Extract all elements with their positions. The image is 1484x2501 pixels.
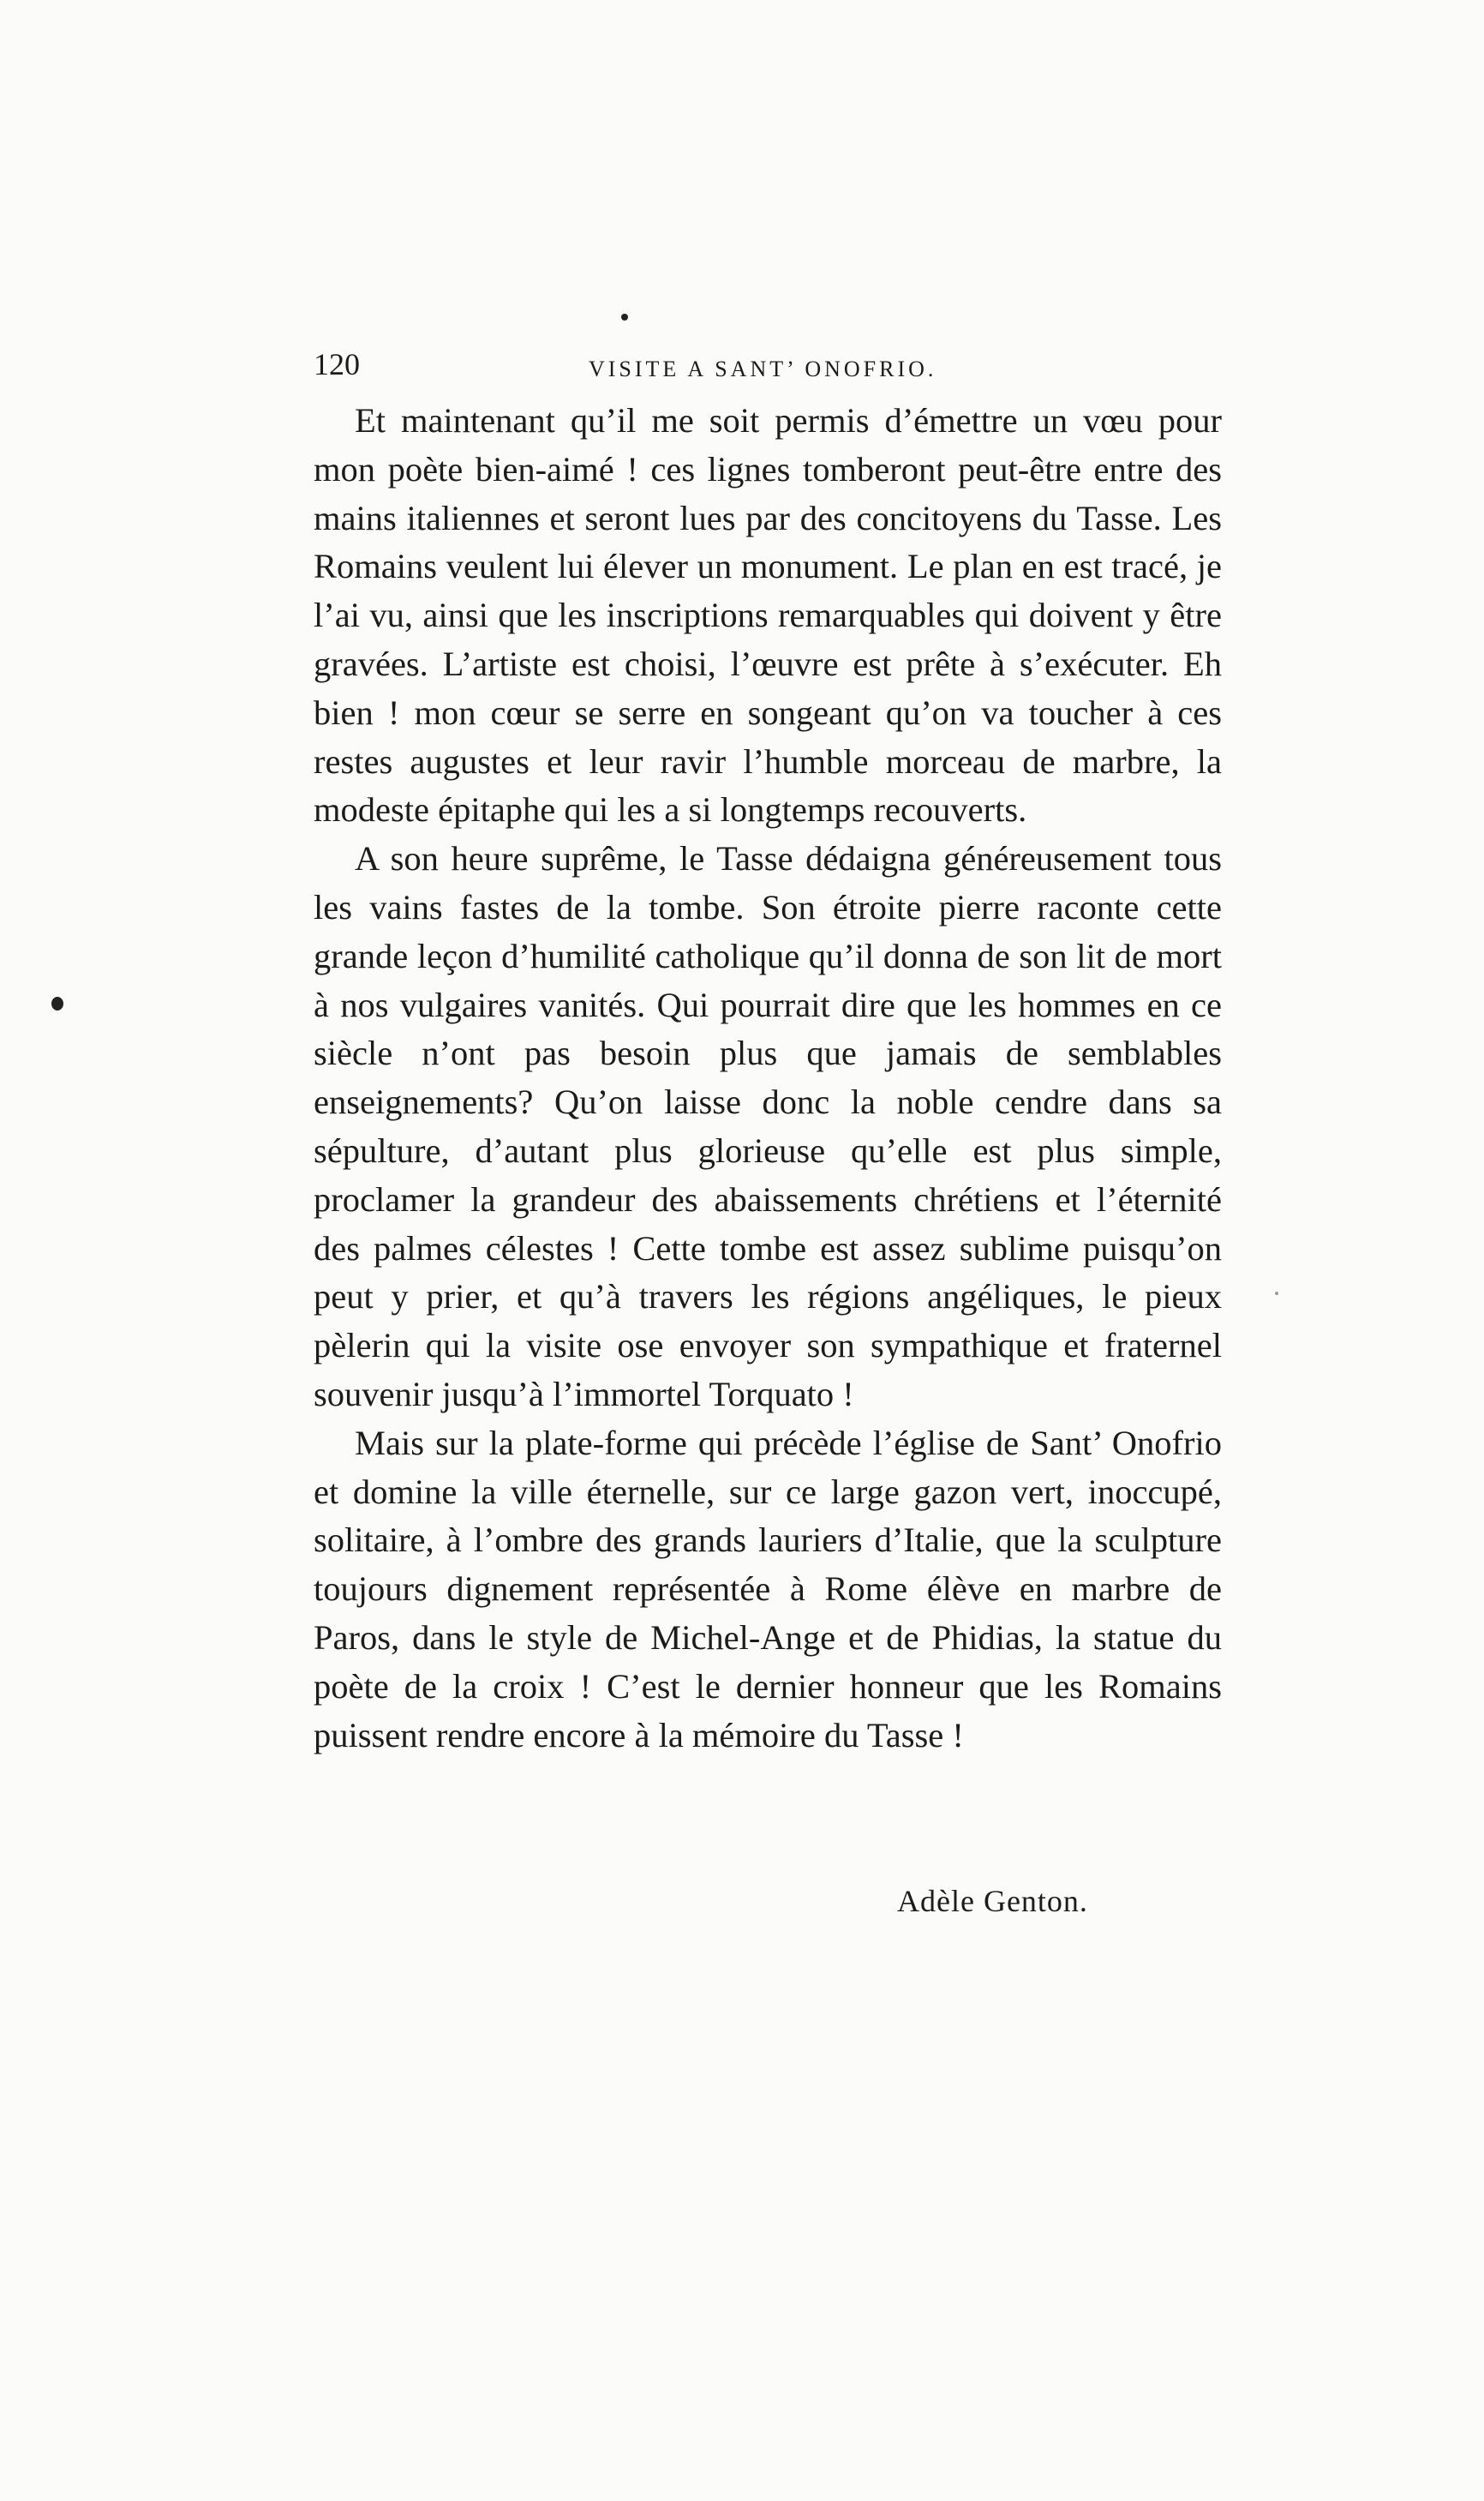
author-signature: Adèle Genton.	[897, 1884, 1088, 1918]
page-header	[314, 345, 1222, 388]
page-number: 120	[314, 347, 360, 381]
body-text	[314, 397, 1222, 1760]
paragraph: A son heure suprême, le Tasse dédaigna généreusement tous les vains fastes de la tombe. Son étroite pierre raconte cette grande leçon d’humilité catholique qu’il donna de son lit de mort à nos vulgaires vanités. Qui pourrait dire que les hommes en ce siècle n’ont pas besoin plus que jamais de semblables enseignements? Qu’on laisse donc la noble cendre dans sa sépulture, d’autant plus glorieuse qu’elle est plus simple, proclamer la grandeur des abaissements chrétiens et l’éternité des palmes célestes ! Cette tombe est assez sublime puisqu’on peut y prier, et qu’à travers les régions angéliques, le pieux pèlerin qui la visite ose envoyer son sympathique et fraternel souvenir jusqu’à l’immortel Torquato !	[314, 839, 1222, 1413]
paragraph: Mais sur la plate-forme qui précède l’église de Sant’ Onofrio et domine la ville éternelle, sur ce large gazon vert, inoccupé, solitaire, à l’ombre des grands lauriers d’Italie, que la sculpture toujours dignement représentée à Rome élève en marbre de Paros, dans le style de Michel-Ange et de Phidias, la statue du poète de la croix ! C’est le dernier honneur que les Romains puissent rendre encore à la mémoire du Tasse !	[314, 1423, 1222, 1754]
paragraph: Et maintenant qu’il me soit permis d’émettre un vœu pour mon poète bien-aimé ! ces lignes tomberont peut-être entre des mains italiennes et seront lues par des concitoyens du Tasse. Les Romains veulent lui élever un monument. Le plan en est tracé, je l’ai vu, ainsi que les inscriptions remarquables qui doivent y être gravées. L’artiste est choisi, l’œuvre est prête à s’exécuter. Eh bien ! mon cœur se serre en songeant qu’on va toucher à ces restes augustes et leur ravir l’humble morceau de marbre, la modeste épitaphe qui les a si longtemps recouverts.	[314, 401, 1222, 830]
ink-speck	[621, 314, 628, 321]
ink-speck	[1275, 1292, 1278, 1295]
running-title: VISITE A SANT’ ONOFRIO.	[589, 357, 937, 381]
ink-speck	[51, 997, 63, 1011]
